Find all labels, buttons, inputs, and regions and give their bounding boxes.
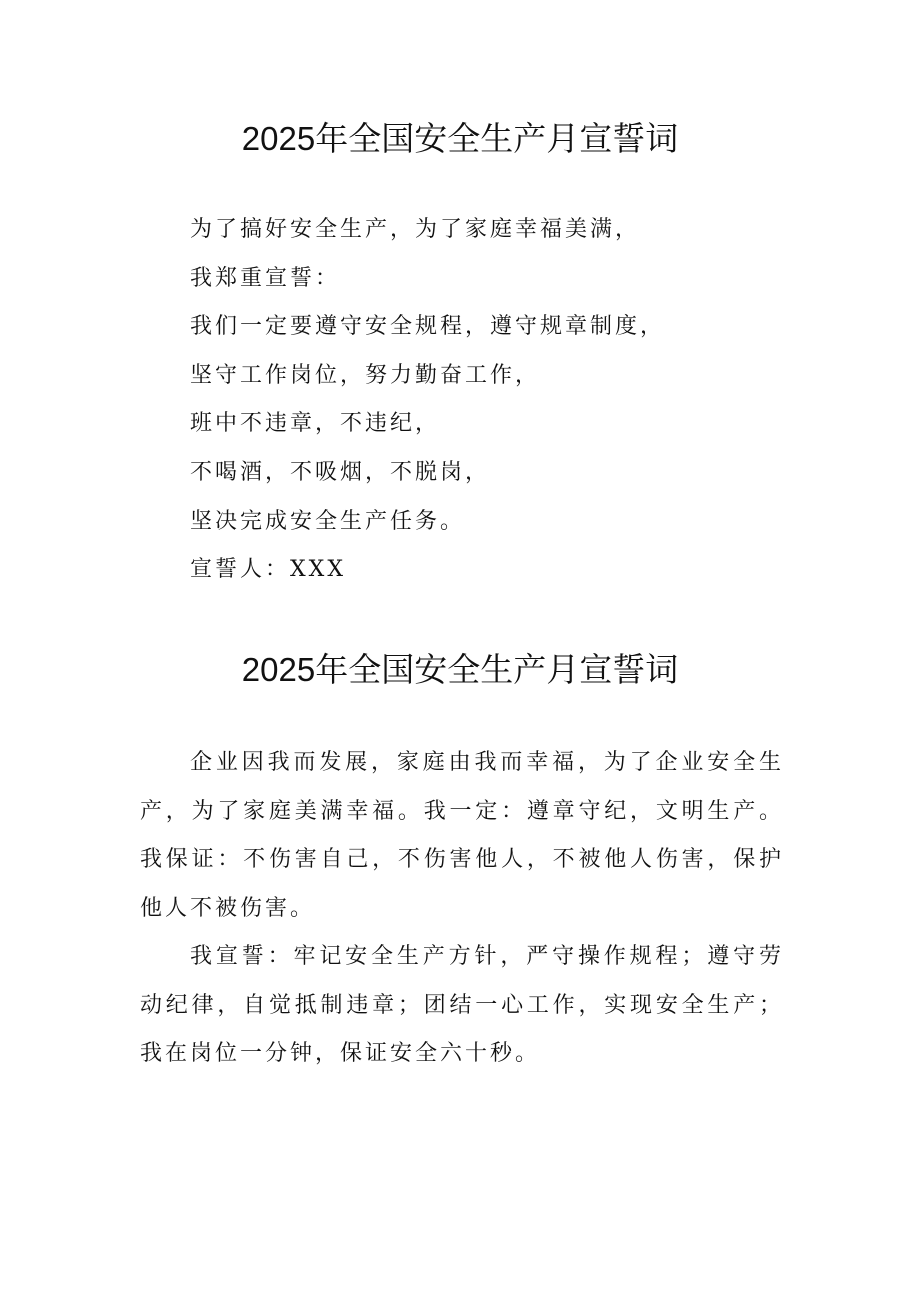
oath-signatory: 宣誓人：XXX xyxy=(190,557,346,583)
section-1-title: 2025年全国安全生产月宣誓词 xyxy=(241,120,679,157)
oath-line: 我郑重宣誓： xyxy=(190,265,341,291)
oath-line: 坚守工作岗位，努力勤奋工作， xyxy=(190,362,541,388)
oath-line: 班中不违章，不违纪， xyxy=(190,411,441,437)
oath-line: 为了搞好安全生产，为了家庭幸福美满， xyxy=(190,217,641,242)
oath-lines xyxy=(190,212,665,601)
oath-line: 不喝酒，不吸烟，不脱岗， xyxy=(190,459,491,485)
oath-paragraph-1: 企业因我而发展，家庭由我而幸福，为了企业安全生产，为了家庭美满幸福。我一定：遵章守纪，文明生产。我保证：不伤害自己，不伤害他人，不被他人伤害，保护他人不被伤害。 xyxy=(140,750,784,921)
oath-paragraph-2: 我宣誓：牢记安全生产方针，严守操作规程；遵守劳动纪律，自觉抵制违章；团结一心工作，实现安全生产；我在岗位一分钟，保证安全六十秒。 xyxy=(140,944,784,1066)
oath-line: 坚决完成安全生产任务。 xyxy=(190,508,466,534)
section-2-title: 2025年全国安全生产月宣誓词 xyxy=(241,651,679,688)
oath-line: 我们一定要遵守安全规程，遵守规章制度， xyxy=(190,314,666,340)
